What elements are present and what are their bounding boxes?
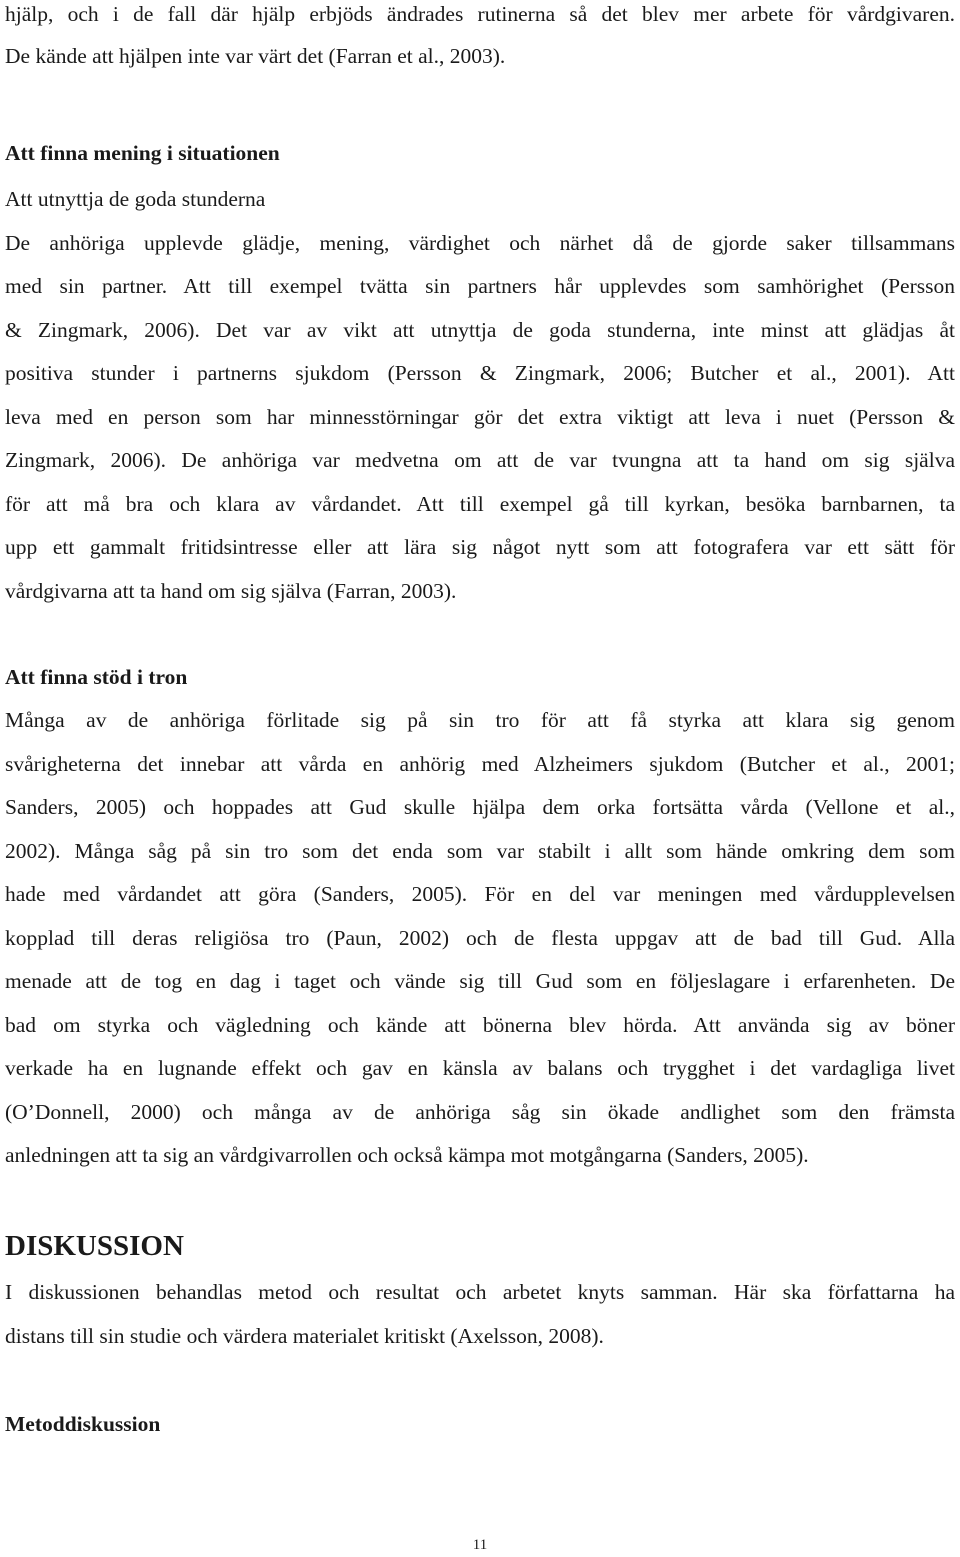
body-line: Sanders, 2005) och hoppades att Gud skulle hjälpa dem orka fortsätta vårda (Vellone et al., <box>5 795 955 819</box>
section-heading: Att finna mening i situationen <box>5 141 280 165</box>
body-line: verkade ha en lugnande effekt och gav en känsla av balans och trygghet i det vardagliga livet <box>5 1056 955 1080</box>
body-line: bad om styrka och vägledning och kände att bönerna blev hörda. Att använda sig av böner <box>5 1013 955 1037</box>
body-line: vårdgivarna att ta hand om sig själva (Farran, 2003). <box>5 579 457 603</box>
chapter-heading: DISKUSSION <box>5 1230 184 1262</box>
subsection-heading: Att utnyttja de goda stunderna <box>5 187 266 211</box>
body-line: med sin partner. Att till exempel tvätta sin partners hår upplevdes som samhörighet (Persson <box>5 274 955 298</box>
body-line: anledningen att ta sig an vårdgivarrollen och också kämpa mot motgångarna (Sanders, 2005). <box>5 1143 809 1167</box>
body-line: svårigheterna det innebar att vårda en anhörig med Alzheimers sjukdom (Butcher et al., 2001; <box>5 752 955 776</box>
body-line: upp ett gammalt fritidsintresse eller att lära sig något nytt som att fotografera var ett sätt för <box>5 535 955 559</box>
body-line: Zingmark, 2006). De anhöriga var medvetna om att de var tvungna att ta hand om sig själva <box>5 448 955 472</box>
body-line: De kände att hjälpen inte var värt det (Farran et al., 2003). <box>5 44 506 68</box>
body-line: hjälp, och i de fall där hjälp erbjöds ändrades rutinerna så det blev mer arbete för vårdgivaren. <box>5 2 955 26</box>
section-heading: Att finna stöd i tron <box>5 665 188 689</box>
body-line: De anhöriga upplevde glädje, mening, värdighet och närhet då de gjorde saker tillsammans <box>5 231 955 255</box>
body-line: Många av de anhöriga förlitade sig på sin tro för att få styrka att klara sig genom <box>5 708 955 732</box>
body-line: kopplad till deras religiösa tro (Paun, 2002) och de flesta uppgav att de bad till Gud. Alla <box>5 926 955 950</box>
body-line: menade att de tog en dag i taget och vände sig till Gud som en följeslagare i erfarenheten. De <box>5 969 955 993</box>
body-line: hade med vårdandet att göra (Sanders, 2005). För en del var meningen med vårdupplevelsen <box>5 882 955 906</box>
body-line: 2002). Många såg på sin tro som det enda som var stabilt i allt som hände omkring dem som <box>5 839 955 863</box>
body-line: för att må bra och klara av vårdandet. Att till exempel gå till kyrkan, besöka barnbarnen, ta <box>5 492 955 516</box>
body-line: (O’Donnell, 2000) och många av de anhöriga såg sin ökade andlighet som den främsta <box>5 1100 955 1124</box>
body-line: distans till sin studie och värdera materialet kritiskt (Axelsson, 2008). <box>5 1324 604 1348</box>
body-line: I diskussionen behandlas metod och resultat och arbetet knyts samman. Här ska författarna ha <box>5 1280 955 1304</box>
section-heading: Metoddiskussion <box>5 1412 161 1436</box>
body-line: leva med en person som har minnesstörningar gör det extra viktigt att leva i nuet (Persson & <box>5 405 955 429</box>
body-line: positiva stunder i partnerns sjukdom (Persson & Zingmark, 2006; Butcher et al., 2001). Att <box>5 361 955 385</box>
page-number: 11 <box>472 1537 488 1553</box>
body-line: & Zingmark, 2006). Det var av vikt att utnyttja de goda stunderna, inte minst att glädjas åt <box>5 318 955 342</box>
